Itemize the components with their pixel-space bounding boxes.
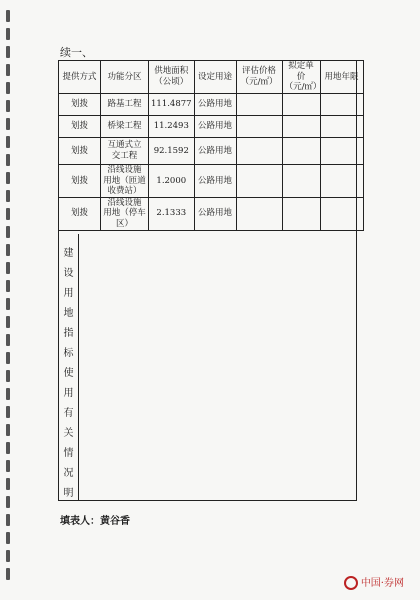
eval-cell — [236, 115, 282, 137]
remark-char: 建 — [63, 248, 74, 259]
filler-label: 填表人：黄谷香 — [60, 516, 130, 527]
price-cell — [282, 137, 320, 164]
binding-holes — [0, 0, 18, 600]
area-cell: 111.4877 — [149, 93, 195, 115]
table-header-row — [59, 61, 364, 94]
remark-char: 标 — [63, 348, 74, 359]
watermark-text: 中国·券网 — [360, 577, 404, 589]
remark-char: 指 — [63, 328, 74, 339]
eval-cell — [236, 93, 282, 115]
method-cell: 划拨 — [59, 115, 101, 137]
header-cell: 用地年限 — [320, 61, 363, 94]
header-cell: 供地面积 （公顷） — [149, 61, 195, 94]
remark-char: 用 — [63, 388, 74, 399]
header-cell: 拟定单价 （元/㎡） — [282, 61, 320, 94]
price-cell — [282, 115, 320, 137]
remark-char: 用 — [63, 288, 74, 299]
zone-cell: 路基工程 — [101, 93, 149, 115]
remark-char: 设 — [63, 268, 74, 279]
years-cell — [320, 115, 363, 137]
land-supply-table — [58, 60, 364, 231]
header-cell: 提供方式 — [59, 61, 101, 94]
years-cell — [320, 197, 363, 230]
table-row — [59, 164, 364, 197]
table-row — [59, 197, 364, 230]
header-cell: 功能分区 — [101, 61, 149, 94]
remark-char: 使 — [63, 368, 74, 379]
area-cell: 92.1592 — [149, 137, 195, 164]
price-cell — [282, 197, 320, 230]
zone-cell: 互通式立 交工程 — [101, 137, 149, 164]
method-cell: 划拨 — [59, 164, 101, 197]
header-cell: 设定用途 — [194, 61, 236, 94]
price-cell — [282, 93, 320, 115]
remark-char: 情 — [63, 448, 74, 459]
zone-cell: 桥梁工程 — [101, 115, 149, 137]
remark-char: 明 — [63, 488, 74, 499]
table-row — [59, 137, 364, 164]
use-cell: 公路用地 — [194, 197, 236, 230]
site-watermark — [344, 574, 404, 591]
remark-char: 况 — [63, 468, 74, 479]
years-cell — [320, 137, 363, 164]
eval-cell — [236, 164, 282, 197]
emblem-icon — [344, 576, 358, 590]
remark-char: 地 — [63, 308, 74, 319]
use-cell: 公路用地 — [194, 137, 236, 164]
area-cell: 2.1333 — [149, 197, 195, 230]
eval-cell — [236, 137, 282, 164]
method-cell: 划拨 — [59, 93, 101, 115]
zone-cell: 沿线设施 用地（停车 区） — [101, 197, 149, 230]
use-cell: 公路用地 — [194, 115, 236, 137]
header-cell: 评估价格 （元/㎡） — [236, 61, 282, 94]
remark-section — [58, 234, 79, 501]
years-cell — [320, 93, 363, 115]
table-row — [59, 93, 364, 115]
use-cell: 公路用地 — [194, 93, 236, 115]
zone-cell: 沿线设施 用地（匝道 收费站） — [101, 164, 149, 197]
remark-char: 关 — [63, 428, 74, 439]
price-cell — [282, 164, 320, 197]
table-row — [59, 115, 364, 137]
continuation-label: 续一、 — [60, 46, 93, 59]
area-cell: 1.2000 — [149, 164, 195, 197]
eval-cell — [236, 197, 282, 230]
years-cell — [320, 164, 363, 197]
method-cell: 划拨 — [59, 197, 101, 230]
method-cell: 划拨 — [59, 137, 101, 164]
area-cell: 11.2493 — [149, 115, 195, 137]
use-cell: 公路用地 — [194, 164, 236, 197]
remark-char: 有 — [63, 408, 74, 419]
